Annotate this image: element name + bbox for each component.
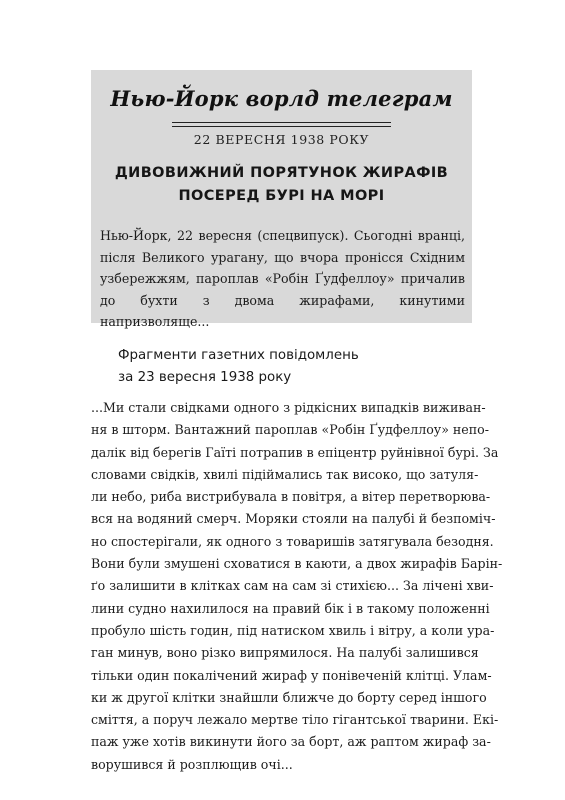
- body-line: сміття, а поруч лежало мертве тіло гігантської тварини. Екі-: [91, 712, 499, 728]
- body-line: ня в шторм. Вантажний пароплав «Робін Ґудфеллоу» непо-: [91, 422, 489, 438]
- section-caption: [118, 345, 448, 389]
- body-line: пробуло шість годин, під натиском хвиль і вітру, а коли ура-: [91, 622, 495, 638]
- clipping-headline: [91, 162, 472, 208]
- body-line: лини судно нахилилося на правий бік і в такому положенні: [91, 600, 490, 616]
- article-body: [91, 397, 503, 776]
- body-line: паж уже хотів викинути його за борт, аж раптом жираф за-: [91, 734, 491, 750]
- body-line: далік від берегів Гаїті потрапив в епіцентр руйнівної бурі. За: [91, 444, 499, 460]
- masthead-rule-top: [172, 122, 391, 123]
- body-line: словами свідків, хвилі підіймались так високо, що затуля-: [91, 466, 479, 482]
- body-line: но спостерігали, як одного з товаришів затягувала безодня.: [91, 533, 494, 549]
- clipping-lede: Нью-Йорк, 22 вересня (спецвипуск). Сьогодні вранці, після Великого урагану, що вчора пронісся Східним узбережжям, пароплав «Робін Ґудфеллоу» причалив до бухти з двома жирафами, кинутими напризволяще...: [100, 228, 465, 329]
- body-line: ган минув, воно різко випрямилося. На палубі залишився: [91, 645, 479, 661]
- caption-line-2: за 23 вересня 1938 року: [118, 370, 292, 385]
- headline-line-1: ДИВОВИЖНИЙ ПОРЯТУНОК ЖИРАФІВ: [114, 165, 449, 181]
- body-line: Вони були змушені сховатися в каюти, а двох жирафів Барін-: [91, 556, 503, 572]
- body-line: ворушився й розплющив очі...: [91, 756, 293, 772]
- body-line: ки ж другої клітки знайшли ближче до борту серед іншого: [91, 689, 487, 705]
- caption-line-1: Фрагменти газетних повідомлень: [118, 348, 359, 363]
- newspaper-clipping: [91, 70, 472, 329]
- clipping-date: 22 ВЕРЕСНЯ 1938 РОКУ: [193, 132, 370, 147]
- newspaper-masthead: Нью-Йорк ворлд телеграм: [110, 86, 453, 111]
- body-line: вся на водяний смерч. Моряки стояли на палубі й безпоміч-: [91, 511, 496, 527]
- headline-line-2: ПОСЕРЕД БУРІ НА МОРІ: [178, 188, 385, 204]
- body-line: ґо залишити в клітках сам на сам зі стихією... За лічені хви-: [91, 578, 494, 594]
- body-line: ...Ми стали свідками одного з рідкісних випадків виживан-: [91, 400, 486, 415]
- body-line: ли небо, риба вистрибувала в повітря, а вітер перетворюва-: [91, 489, 491, 505]
- body-line: тільки один покалічений жираф у понівеченій клітці. Улам-: [91, 667, 492, 683]
- masthead-rule-bottom: [172, 126, 391, 127]
